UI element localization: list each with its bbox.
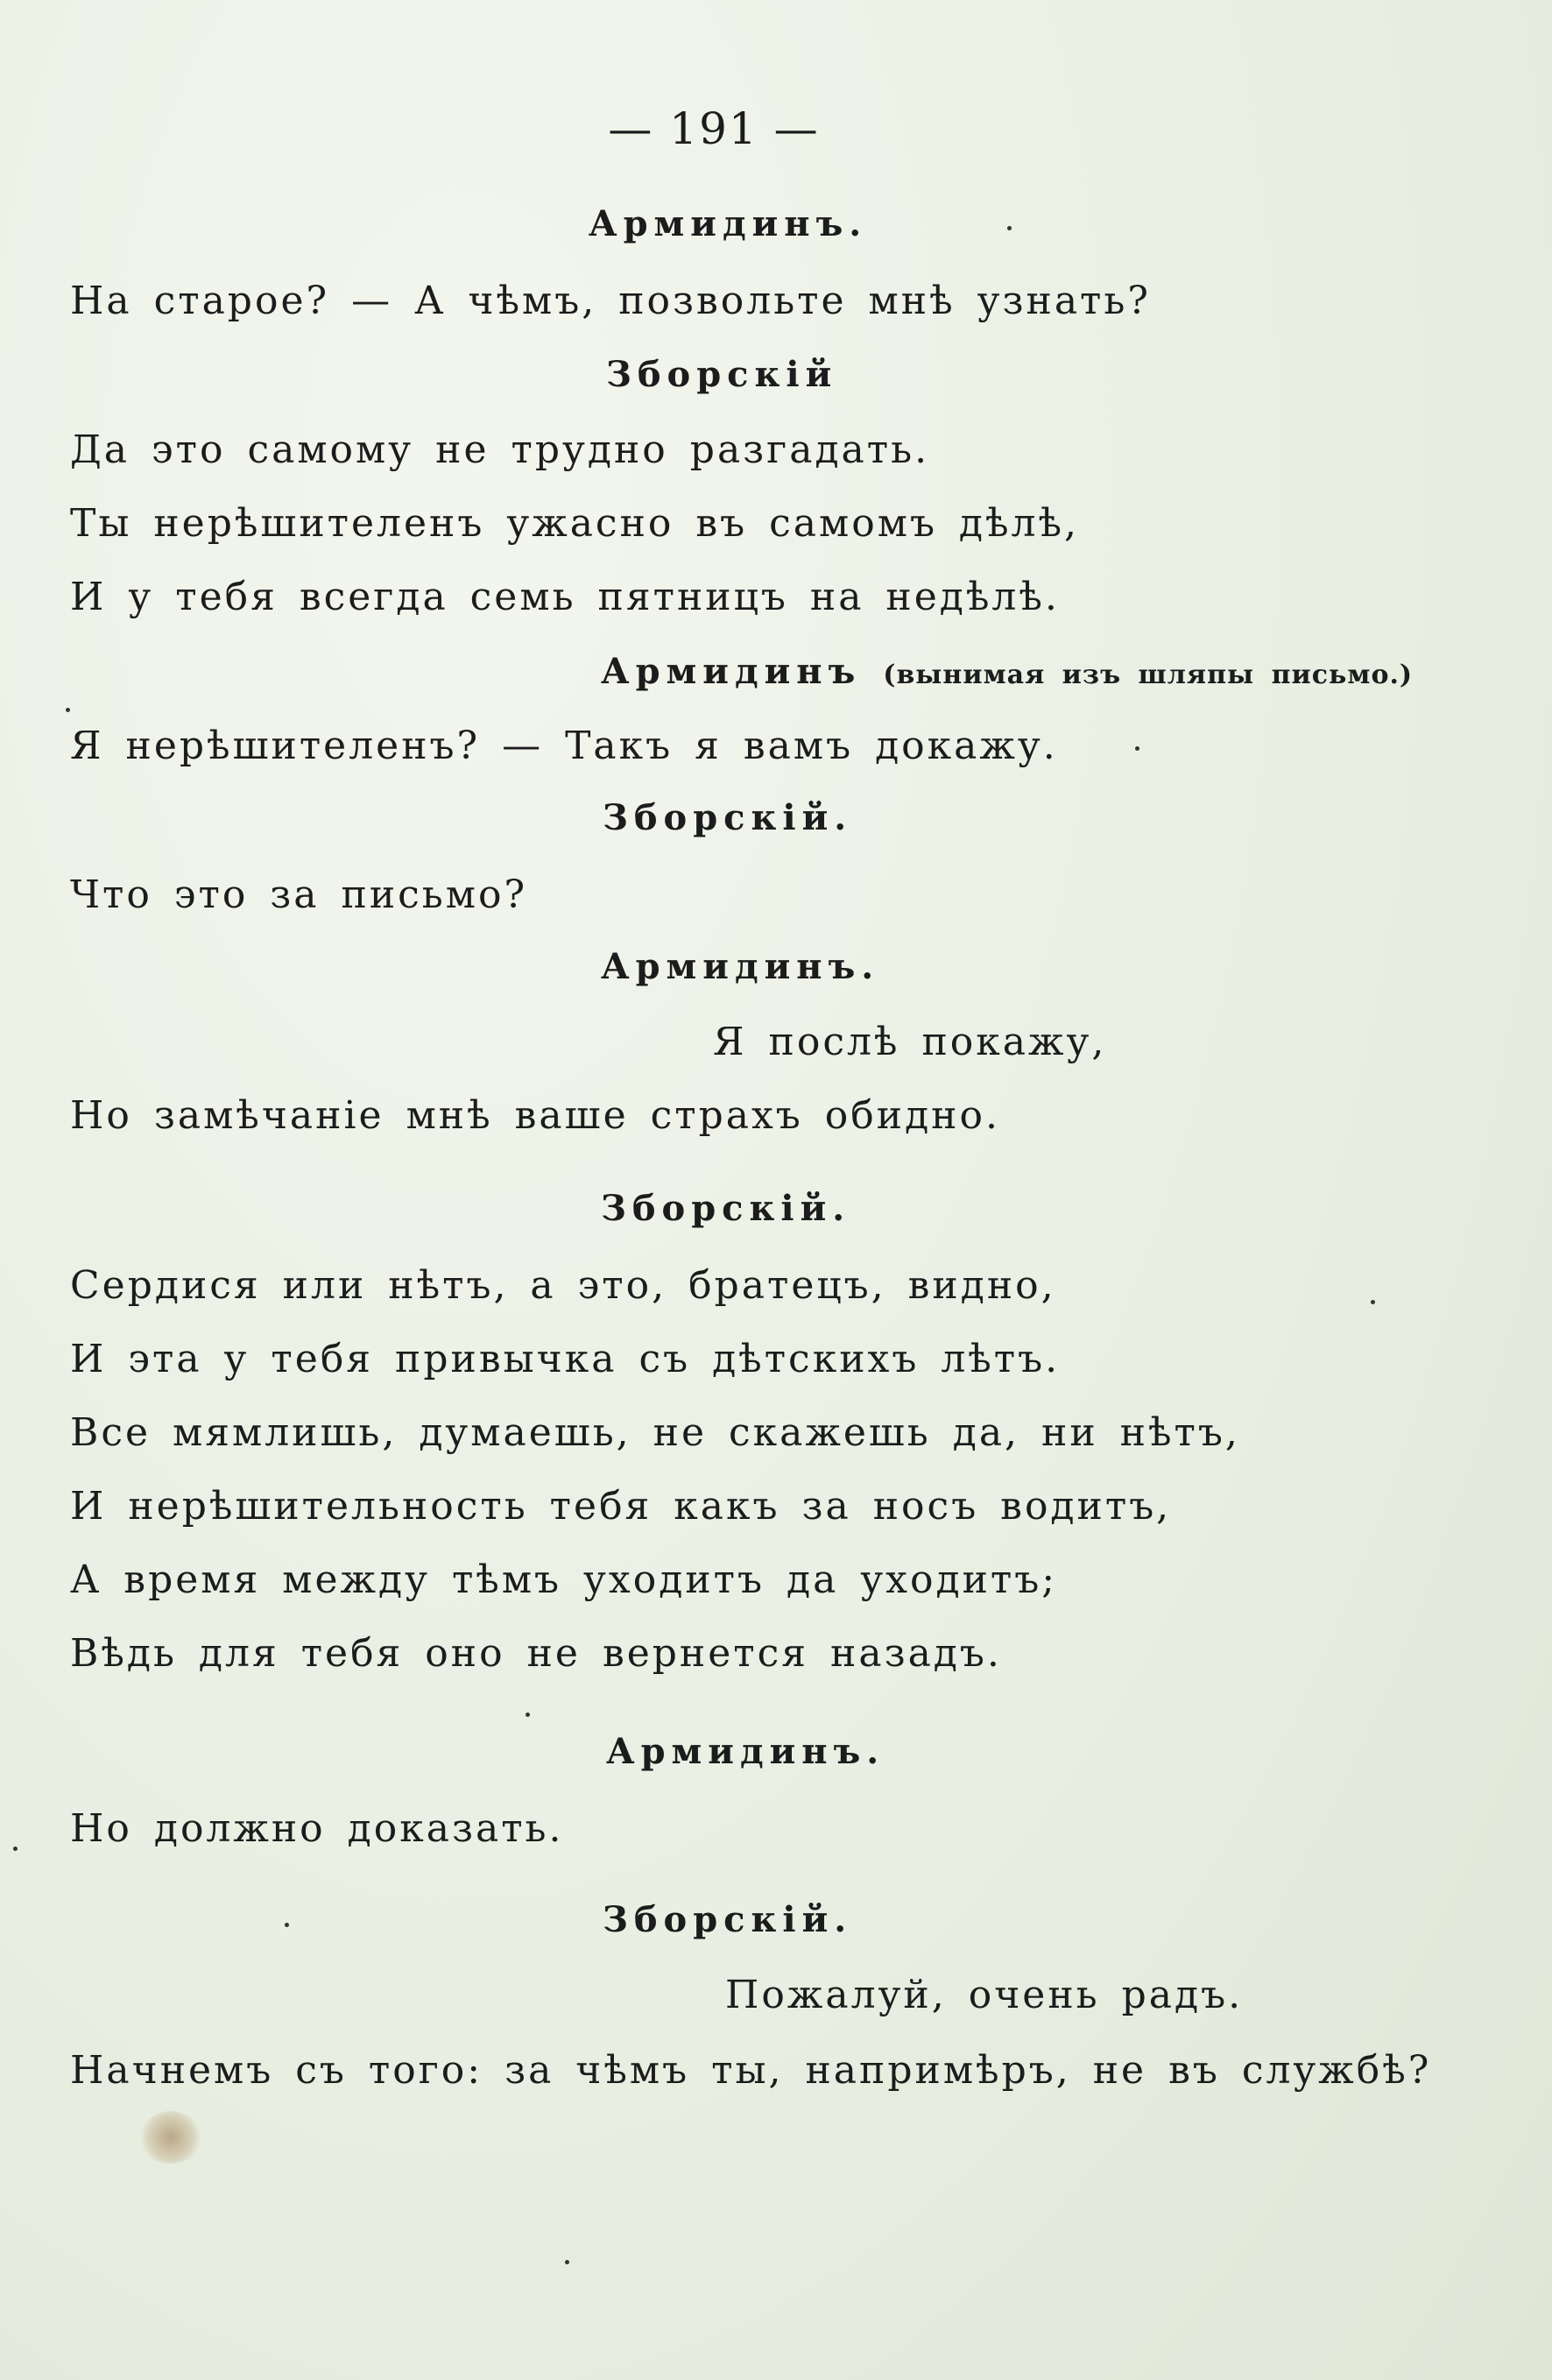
speaker-with-direction [601, 648, 1413, 693]
paper-speck [565, 2260, 569, 2264]
speaker-name: Армидинъ [601, 651, 862, 692]
speaker-name: Армидинъ. [601, 946, 880, 987]
speaker-name: Зборскій. [601, 1188, 851, 1229]
speaker-name: Зборскій. [603, 1899, 853, 1940]
paper-speck [13, 1847, 18, 1851]
paper-stain [140, 2111, 201, 2164]
speaker-name: Зборскій. [603, 797, 853, 838]
paper-speck [285, 1923, 289, 1927]
verse-line: Но замѣчаніе мнѣ ваше страхъ обидно. [70, 1093, 1000, 1138]
verse-line: Вѣдь для тебя оно не вернется назадъ. [70, 1631, 1002, 1676]
paper-speck [1135, 746, 1139, 751]
page-number: — 191 — [608, 103, 820, 154]
verse-line: Сердися или нѣтъ, а это, братецъ, видно, [70, 1263, 1056, 1308]
verse-line: И эта у тебя привычка съ дѣтскихъ лѣтъ. [70, 1337, 1061, 1381]
verse-line: Я нерѣшителенъ? — Такъ я вамъ докажу. [70, 724, 1058, 768]
verse-line: И у тебя всегда семь пятницъ на недѣлѣ. [70, 575, 1060, 619]
verse-line: На старое? — А чѣмъ, позвольте мнѣ узнать? [70, 279, 1151, 323]
speaker-name: Зборскій [606, 354, 838, 395]
verse-line: Начнемъ съ того: за чѣмъ ты, напримѣръ, не въ службѣ? [70, 2048, 1432, 2093]
verse-line: Что это за письмо? [70, 872, 528, 917]
paper-speck [1371, 1300, 1375, 1304]
paper-speck [526, 1713, 530, 1717]
verse-line: Пожалуй, очень радъ. [725, 1973, 1244, 2017]
speaker-name: Армидинъ. [589, 203, 868, 244]
verse-line: Я послѣ покажу, [713, 1020, 1107, 1064]
paper-speck [66, 708, 70, 712]
paper-speck [1007, 226, 1012, 230]
verse-line: И нерѣшительность тебя какъ за носъ водитъ, [70, 1484, 1172, 1529]
verse-line: Ты нерѣшителенъ ужасно въ самомъ дѣлѣ, [70, 501, 1080, 546]
stage-direction: (вынимая изъ шляпы письмо.) [883, 660, 1414, 690]
verse-line: А время между тѣмъ уходитъ да уходитъ; [70, 1557, 1058, 1602]
verse-line: Да это самому не трудно разгадать. [70, 427, 930, 472]
speaker-name: Армидинъ. [606, 1731, 885, 1772]
verse-line: Но должно доказать. [70, 1806, 564, 1851]
verse-line: Все мямлишь, думаешь, не скажешь да, ни нѣтъ, [70, 1410, 1240, 1455]
